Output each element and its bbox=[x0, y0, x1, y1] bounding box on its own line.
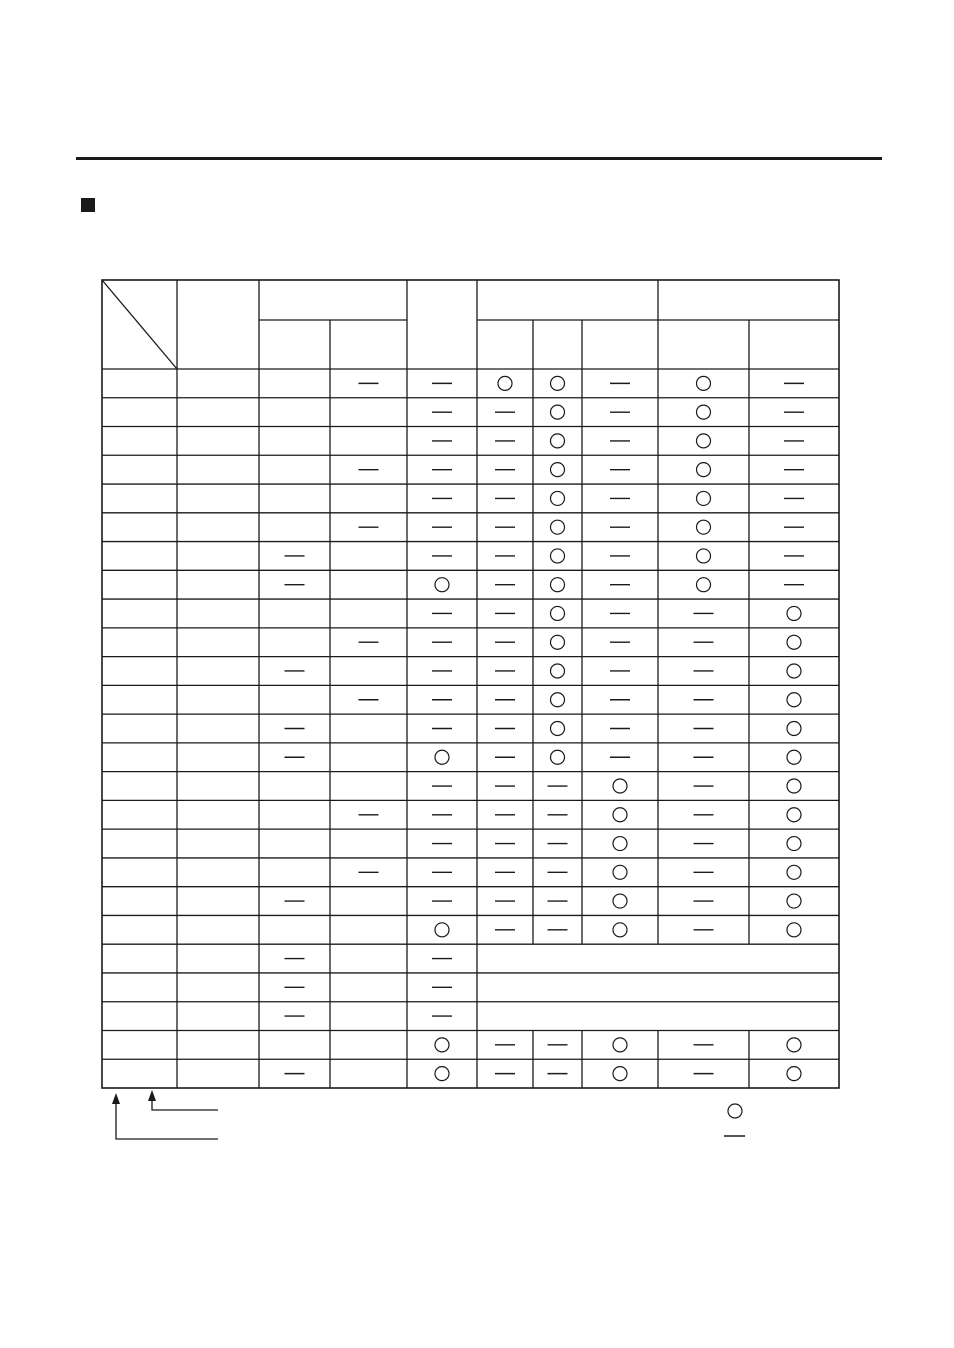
table-legend bbox=[112, 1090, 745, 1139]
circle-mark-icon bbox=[613, 808, 627, 822]
table-frame bbox=[102, 280, 839, 1088]
circle-mark-icon bbox=[551, 549, 565, 563]
circle-mark-icon bbox=[551, 491, 565, 505]
circle-mark-icon bbox=[551, 750, 565, 764]
circle-mark-icon bbox=[787, 808, 801, 822]
circle-mark-icon bbox=[551, 434, 565, 448]
legend-arrow-line bbox=[116, 1104, 218, 1139]
circle-mark-icon bbox=[787, 1038, 801, 1052]
table-grid bbox=[102, 280, 839, 1088]
circle-mark-icon bbox=[435, 923, 449, 937]
circle-mark-icon bbox=[551, 463, 565, 477]
circle-mark-icon bbox=[697, 376, 711, 390]
circle-mark-icon bbox=[787, 923, 801, 937]
arrow-up-icon bbox=[148, 1090, 156, 1101]
circle-mark-icon bbox=[435, 750, 449, 764]
circle-mark-icon bbox=[435, 1067, 449, 1081]
circle-mark-icon bbox=[613, 865, 627, 879]
circle-mark-icon bbox=[787, 693, 801, 707]
circle-mark-icon bbox=[551, 664, 565, 678]
circle-mark-icon bbox=[613, 1067, 627, 1081]
circle-mark-icon bbox=[551, 376, 565, 390]
circle-mark-icon bbox=[697, 578, 711, 592]
circle-mark-icon bbox=[787, 606, 801, 620]
legend-circle-icon bbox=[728, 1104, 742, 1118]
circle-mark-icon bbox=[498, 376, 512, 390]
circle-mark-icon bbox=[613, 894, 627, 908]
circle-mark-icon bbox=[551, 405, 565, 419]
circle-mark-icon bbox=[613, 1038, 627, 1052]
circle-mark-icon bbox=[697, 549, 711, 563]
header-diagonal bbox=[102, 280, 177, 369]
table-symbols bbox=[285, 376, 805, 1080]
circle-mark-icon bbox=[551, 578, 565, 592]
circle-mark-icon bbox=[787, 837, 801, 851]
arrow-up-icon bbox=[112, 1093, 120, 1104]
circle-mark-icon bbox=[787, 664, 801, 678]
circle-mark-icon bbox=[551, 606, 565, 620]
circle-mark-icon bbox=[697, 405, 711, 419]
circle-mark-icon bbox=[613, 837, 627, 851]
circle-mark-icon bbox=[551, 635, 565, 649]
circle-mark-icon bbox=[697, 434, 711, 448]
circle-mark-icon bbox=[613, 923, 627, 937]
circle-mark-icon bbox=[787, 722, 801, 736]
circle-mark-icon bbox=[787, 750, 801, 764]
circle-mark-icon bbox=[787, 894, 801, 908]
legend-arrow-line bbox=[152, 1100, 218, 1110]
circle-mark-icon bbox=[551, 693, 565, 707]
circle-mark-icon bbox=[697, 491, 711, 505]
circle-mark-icon bbox=[551, 722, 565, 736]
circle-mark-icon bbox=[787, 1067, 801, 1081]
circle-mark-icon bbox=[697, 463, 711, 477]
circle-mark-icon bbox=[787, 865, 801, 879]
circle-mark-icon bbox=[613, 779, 627, 793]
circle-mark-icon bbox=[435, 1038, 449, 1052]
circle-mark-icon bbox=[697, 520, 711, 534]
circle-mark-icon bbox=[787, 635, 801, 649]
circle-mark-icon bbox=[435, 578, 449, 592]
circle-mark-icon bbox=[551, 520, 565, 534]
circle-mark-icon bbox=[787, 779, 801, 793]
